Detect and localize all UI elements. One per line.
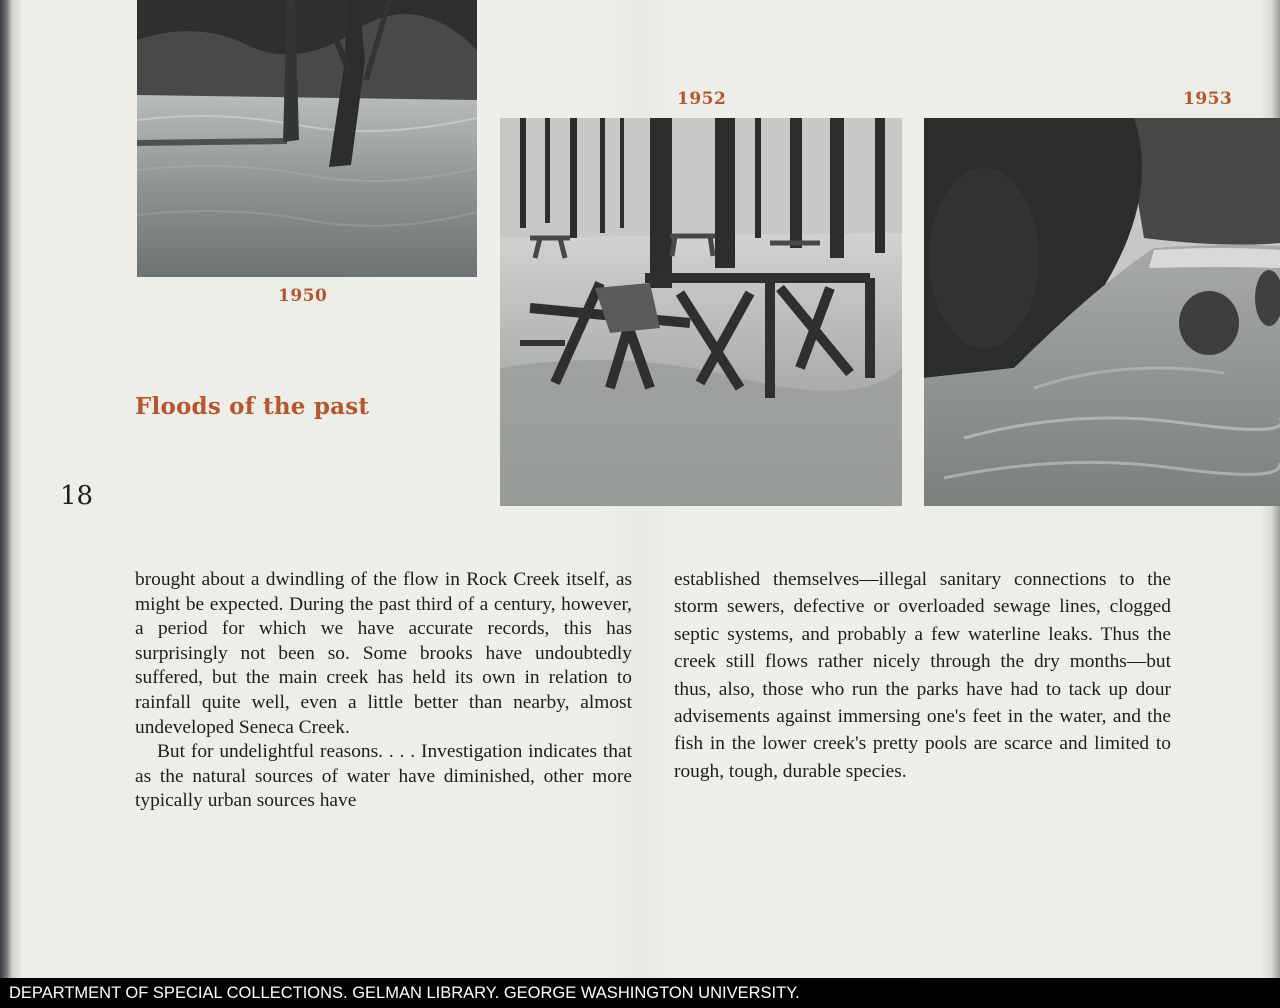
paragraph: brought about a dwindling of the flow in Rock Creek itself, as might be expected. During the past third of a century, however, a period for which we have accurate records, this has surprisingly not been so. Some brooks have undoubtedly suffered, but the main creek has held its own in relation to rainfall quite well, even a little better than nearby, almost undeveloped Seneca Creek.	[135, 569, 632, 738]
caption-1952: 1952	[677, 89, 727, 109]
text-column-left	[135, 568, 632, 814]
text-column-right	[674, 566, 1171, 785]
paragraph: established themselves—illegal sanitary connections to the storm sewers, defective or overloaded sewage lines, clogged septic systems, and probably a few waterline leaks. Thus the creek still flows rather nicely through the dry months—but thus, also, those who run the parks have had to tack up dour advisements against immersing one's feet in the water, and the fish in the lower creek's pretty pools are scarce and limited to rough, tough, durable species.	[674, 569, 1171, 782]
section-heading: Floods of the past	[135, 393, 370, 420]
paragraph: But for undelightful reasons. . . . Investigation indicates that as the natural sources of water have diminished, other more typically urban sources have	[135, 741, 632, 812]
caption-1953: 1953	[1183, 89, 1233, 109]
caption-1950: 1950	[278, 286, 328, 306]
photo-1953-flood	[924, 118, 1280, 506]
photo-1950-flood	[137, 0, 477, 277]
photo-1952-flood	[500, 118, 902, 506]
page-number: 18	[60, 481, 94, 511]
archive-credit-banner: DEPARTMENT OF SPECIAL COLLECTIONS. GELMAN LIBRARY. GEORGE WASHINGTON UNIVERSITY.	[0, 978, 1280, 1008]
